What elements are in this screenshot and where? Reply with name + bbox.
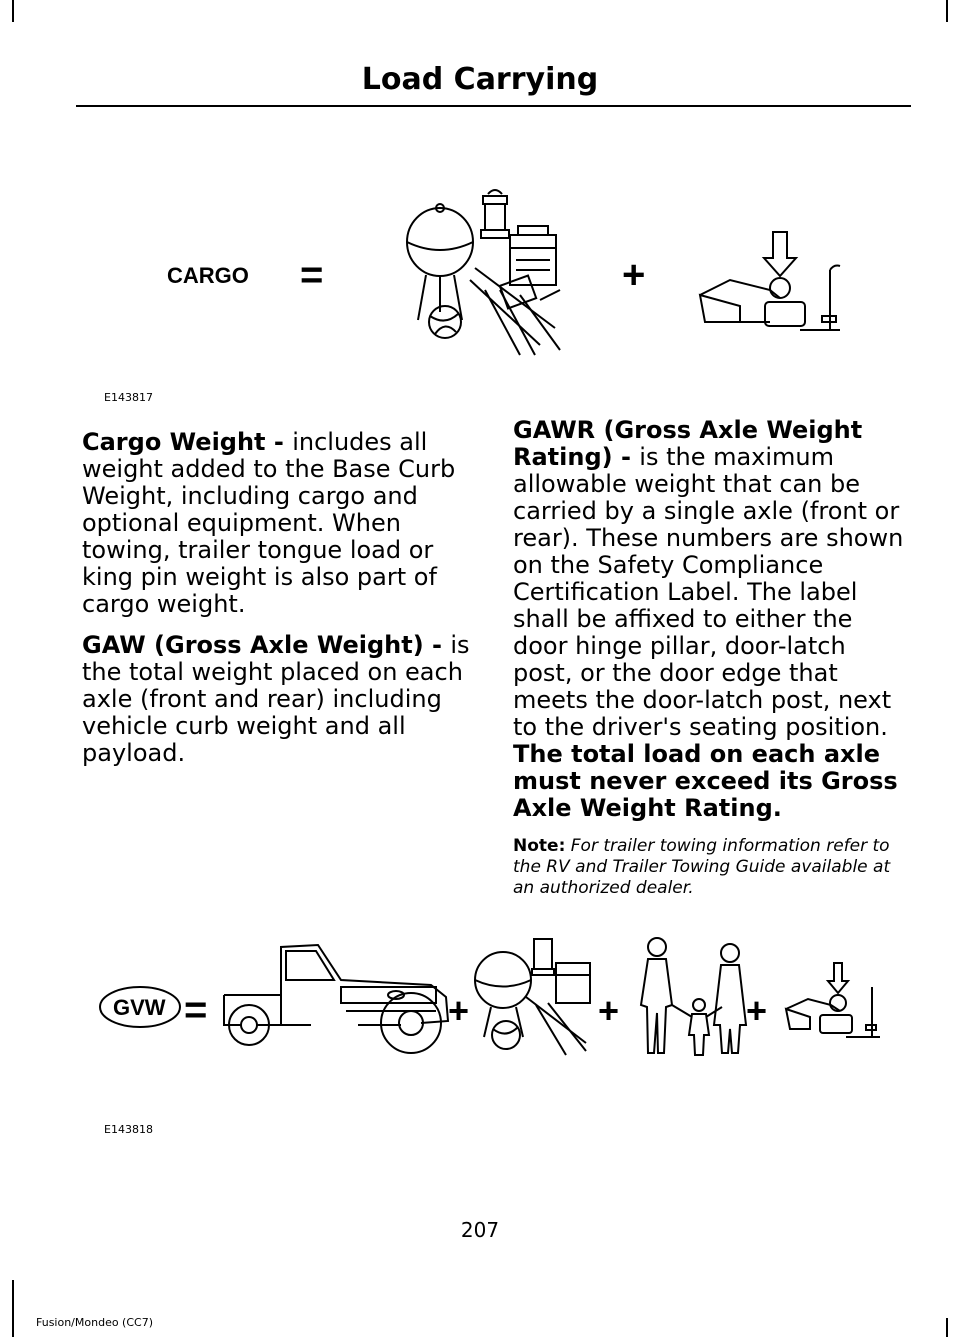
crop-mark-bottom-left bbox=[12, 1280, 14, 1337]
page-title: Load Carrying bbox=[361, 62, 599, 97]
gawr-text: is the maximum allowable weight that can be carried by a single axle (front or rear). These numbers are shown on the Safety Compliance Certification Label. The label shall be affixed to either the door hinge pillar, door-latch post, or the door edge that meets the door-latch post, next to the driver's seating position. bbox=[513, 443, 904, 741]
note-label: Note: bbox=[513, 836, 566, 856]
right-column bbox=[513, 417, 908, 913]
footer-model: Fusion/Mondeo (CC7) bbox=[36, 1316, 154, 1329]
equals-sign: = bbox=[300, 253, 324, 297]
gvw-badge bbox=[100, 987, 180, 1027]
crop-mark-top-right bbox=[946, 0, 948, 22]
plus-sign-3: + bbox=[746, 990, 768, 1031]
gaw-term: GAW (Gross Axle Weight) - bbox=[82, 631, 451, 659]
cargo-figure bbox=[140, 180, 860, 370]
left-column bbox=[82, 429, 477, 781]
plus-sign-2: + bbox=[598, 990, 620, 1031]
plus-sign: + bbox=[622, 253, 646, 297]
gaw-text: is the total weight placed on each axle (front and rear) including vehicle curb weight and all payload. bbox=[82, 631, 470, 767]
cargo-weight-text: includes all weight added to the Base Curb Weight, including cargo and optional equipment. When towing, trailer tongue load or king pin weight is also part of cargo weight. bbox=[82, 428, 456, 618]
lantern-icon bbox=[481, 190, 509, 238]
towing-note bbox=[513, 836, 908, 899]
cooler-icon bbox=[510, 226, 556, 285]
figure-code: E143817 bbox=[104, 391, 153, 404]
header-divider bbox=[76, 105, 911, 107]
plus-sign-1: + bbox=[448, 990, 470, 1031]
crop-mark-top-left bbox=[12, 0, 14, 22]
grill-icon bbox=[407, 204, 473, 320]
gvw-hitch-icon bbox=[786, 963, 880, 1037]
crop-mark-bottom-right bbox=[946, 1318, 948, 1337]
ball-icon bbox=[429, 306, 461, 338]
cargo-weight-paragraph bbox=[82, 429, 477, 618]
gaw-paragraph bbox=[82, 632, 477, 767]
hitch-icon bbox=[700, 232, 840, 330]
gvw-label: GVW bbox=[113, 995, 166, 1020]
truck-icon bbox=[224, 945, 448, 1053]
gawr-term: GAWR (Gross Axle Weight Rating) - bbox=[513, 416, 863, 471]
gawr-warning: The total load on each axle must never exceed its Gross Axle Weight Rating. bbox=[513, 740, 898, 822]
cargo-items-icon bbox=[475, 939, 590, 1055]
note-text: For trailer towing information refer to the RV and Trailer Towing Guide available at an authorized dealer. bbox=[513, 836, 891, 898]
cargo-label: CARGO bbox=[167, 263, 249, 288]
page-number: 207 bbox=[460, 1218, 500, 1242]
camping-gear-icon bbox=[470, 268, 560, 355]
family-icon bbox=[641, 938, 746, 1055]
gvw-figure bbox=[96, 925, 886, 1065]
gvw-figure-code: E143818 bbox=[104, 1123, 153, 1136]
gawr-paragraph bbox=[513, 417, 908, 822]
cargo-weight-term: Cargo Weight - bbox=[82, 428, 293, 456]
gvw-equals-sign: = bbox=[184, 988, 208, 1032]
